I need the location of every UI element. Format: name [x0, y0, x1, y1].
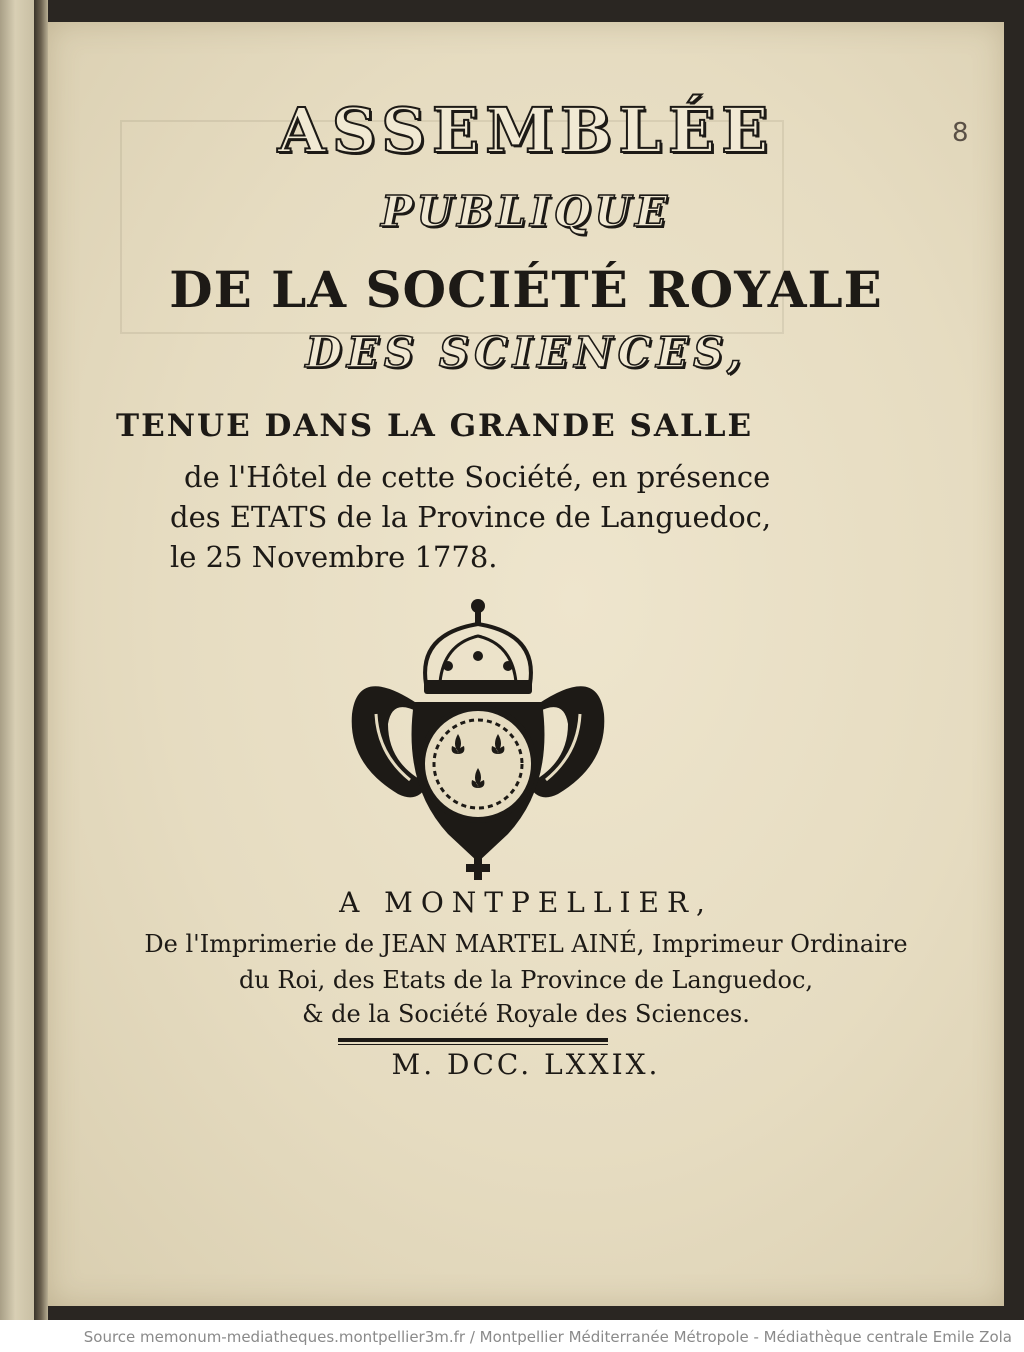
double-rule-thin [338, 1044, 608, 1045]
imprint-city: A MONTPELLIER, [339, 886, 713, 919]
title-line-4: DES SCIENCES, [305, 328, 747, 377]
source-credit: Source memonum-mediatheques.montpellier3m.fr / Montpellier Méditerranée Métropole - Médiathèque centrale Emile Zola [83, 1328, 1012, 1346]
title-line-2: PUBLIQUE [380, 187, 672, 236]
body-line-1: de l'Hôtel de cette Société, en présence [184, 460, 771, 494]
royal-arms-emblem [348, 594, 608, 884]
imprint-line-1: De l'Imprimerie de JEAN MARTEL AINÉ, Imprimeur Ordinaire [144, 930, 908, 958]
book-gutter [34, 0, 48, 1320]
title-line-3: DE LA SOCIÉTÉ ROYALE [169, 260, 883, 319]
subtitle: TENUE DANS LA GRANDE SALLE [116, 408, 754, 444]
double-rule-thick [338, 1038, 608, 1042]
body-line-3: le 25 Novembre 1778. [170, 540, 498, 574]
title-line-1: ASSEMBLÉE [277, 94, 775, 167]
publication-date: M. DCC. LXXIX. [391, 1048, 661, 1081]
imprint-line-2: du Roi, des Etats de la Province de Languedoc, [238, 966, 814, 994]
title-page [48, 22, 1004, 1306]
imprint-line-3: & de la Société Royale des Sciences. [302, 1000, 750, 1028]
folio-number: 8 [952, 118, 969, 148]
body-line-2: des ETATS de la Province de Languedoc, [170, 500, 772, 534]
facing-page-edge [0, 0, 34, 1320]
